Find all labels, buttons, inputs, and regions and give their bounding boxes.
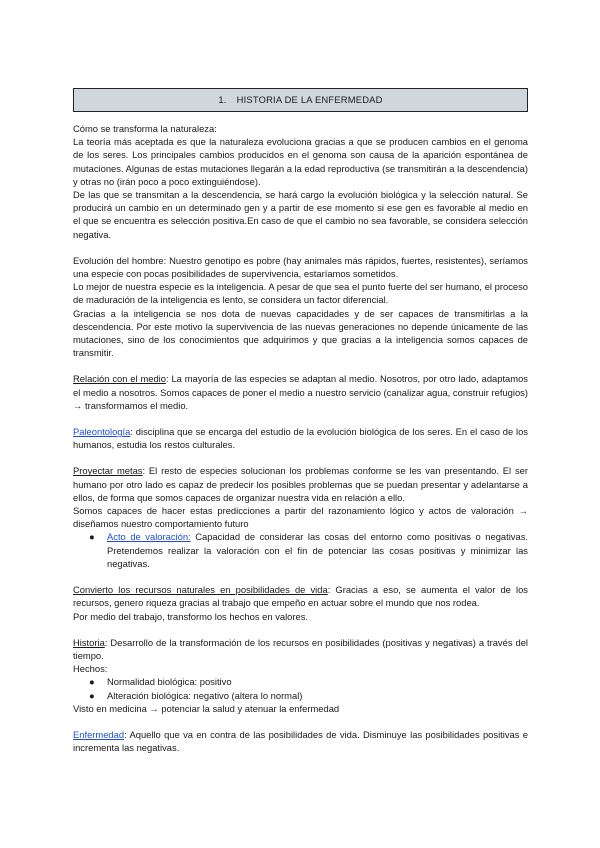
paragraph-seleccion: De las que se transmitan a la descendencia, se hará cargo la evolución biológica y la selección natural. Se producirá un cambio en un determinado gen y a partir de ese momento si ese gen es favorable al medio en el que se encuentra es selección positiva.En caso de que el cambio no sea favorable, se considera selección negativa. <box>73 189 528 240</box>
paragraph-trabajo: Por medio del trabajo, transformo los hechos en valores. <box>73 610 309 622</box>
paragraph-paleontologia: Paleontología: disciplina que se encarga del estudio de la evolución biológica de los seres. En el caso de los humanos, estudia los restos culturales. <box>73 426 528 451</box>
label-hechos: Hechos: <box>73 663 108 675</box>
bullet-icon: ● <box>89 531 95 543</box>
term-relacion-medio: Relación con el medio <box>73 373 166 385</box>
section-header <box>73 88 528 112</box>
section-title: HISTORIA DE LA ENFERMEDAD <box>236 94 383 106</box>
document-page <box>73 88 528 754</box>
paragraph-recursos: Convierto los recursos naturales en posibilidades de vida: Gracias a eso, se aumenta el valor de los recursos, genero riqueza gracias al trabajo que empeño en actuar sobre el mundo que nos rodea. <box>73 584 528 609</box>
paragraph-predicciones: Somos capaces de hacer estas predicciones a partir del razonamiento lógico y actos de valoración → diseñamos nuestro comportamiento futuro <box>73 505 528 530</box>
list-item: ● Acto de valoración: Capacidad de considerar las cosas del entorno como positivas o negativas. Pretendemos realizar la valoración con el fin de potenciar las cosas positivas y minimizar las negativas. <box>89 531 529 569</box>
paragraph-evolucion-hombre: Evolución del hombre: Nuestro genotipo es pobre (hay animales más rápidos, fuertes, resistentes), seríamos una especie con pocas posibilidades de supervivencia, estaríamos sometidos. <box>73 254 528 280</box>
list-hechos <box>73 675 528 701</box>
link-acto-valoracion[interactable]: Acto de valoración: <box>107 531 191 543</box>
bullet-icon: ● <box>89 689 95 701</box>
section-number: 1. <box>218 94 227 106</box>
list-item: ● Normalidad biológica: positivo <box>89 676 232 688</box>
bullet-icon: ● <box>89 676 95 688</box>
link-enfermedad[interactable]: Enfermedad <box>73 728 125 740</box>
list-valoracion <box>73 530 528 570</box>
link-paleontologia[interactable]: Paleontología <box>73 426 131 438</box>
term-proyectar-metas: Proyectar metas <box>73 465 143 477</box>
paragraph-proyectar-metas: Proyectar metas: El resto de especies solucionan los problemas conforme se les van presentando. El ser humano por otro lado es capaz de predecir los posibles problemas que se puedan presentar y adelantarse a ellos, de forma que somos capaces de organizar nuestra vida en relación a ello. <box>73 465 528 503</box>
term-historia: Historia <box>73 636 105 648</box>
paragraph-relacion-medio: Relación con el medio: La mayoría de las especies se adaptan al medio. Nosotros, por otro lado, adaptamos el medio a nosotros. Somos capaces de poner el medio a nuestro servicio (canalizar agua, construir refugios) → transformamos el medio. <box>73 373 528 411</box>
paragraph-inteligencia: Lo mejor de nuestra especie es la inteligencia. A pesar de que sea el punto fuerte del ser humano, el proceso de maduración de la inteligencia es lento, se considera un factor diferencial. <box>73 281 528 306</box>
term-recursos: Convierto los recursos naturales en posibilidades de vida <box>73 584 328 596</box>
paragraph-medicina: Visto en medicina → potenciar la salud y atenuar la enfermedad <box>73 702 340 714</box>
paragraph-historia: Historia: Desarrollo de la transformación de los recursos en posibilidades (positivas y negativas) a través del tiempo. <box>73 636 528 661</box>
list-item: ● Alteración biológica: negativo (altera lo normal) <box>89 689 303 701</box>
paragraph-enfermedad: Enfermedad: Aquello que va en contra de las posibilidades de vida. Disminuye las posibilidades positivas e incrementa las negativas. <box>73 728 528 754</box>
paragraph-teoria: La teoría más aceptada es que la naturaleza evoluciona gracias a que se producen cambios en el genoma de los seres. Los principales cambios producidos en el genoma son causa de la aparición espontánea de mutaciones. Algunas de estas mutaciones llegarán a la edad reproductiva (se transmitirán a la descendencia) y otras no (irán poco a poco extinguiéndose). <box>73 136 528 187</box>
paragraph-capacidades: Gracias a la inteligencia se nos dota de nuevas capacidades y de ser capaces de transmitirlas a la descendencia. Por este motivo la supervivencia de las nuevas generaciones no depende únicamente de las mutaciones, sino de los conocimientos que adquirimos y que gracias a la inteligencia somos capaces de transmitir. <box>73 307 528 359</box>
subheading-transformacion: Cómo se transforma la naturaleza: <box>73 123 217 134</box>
